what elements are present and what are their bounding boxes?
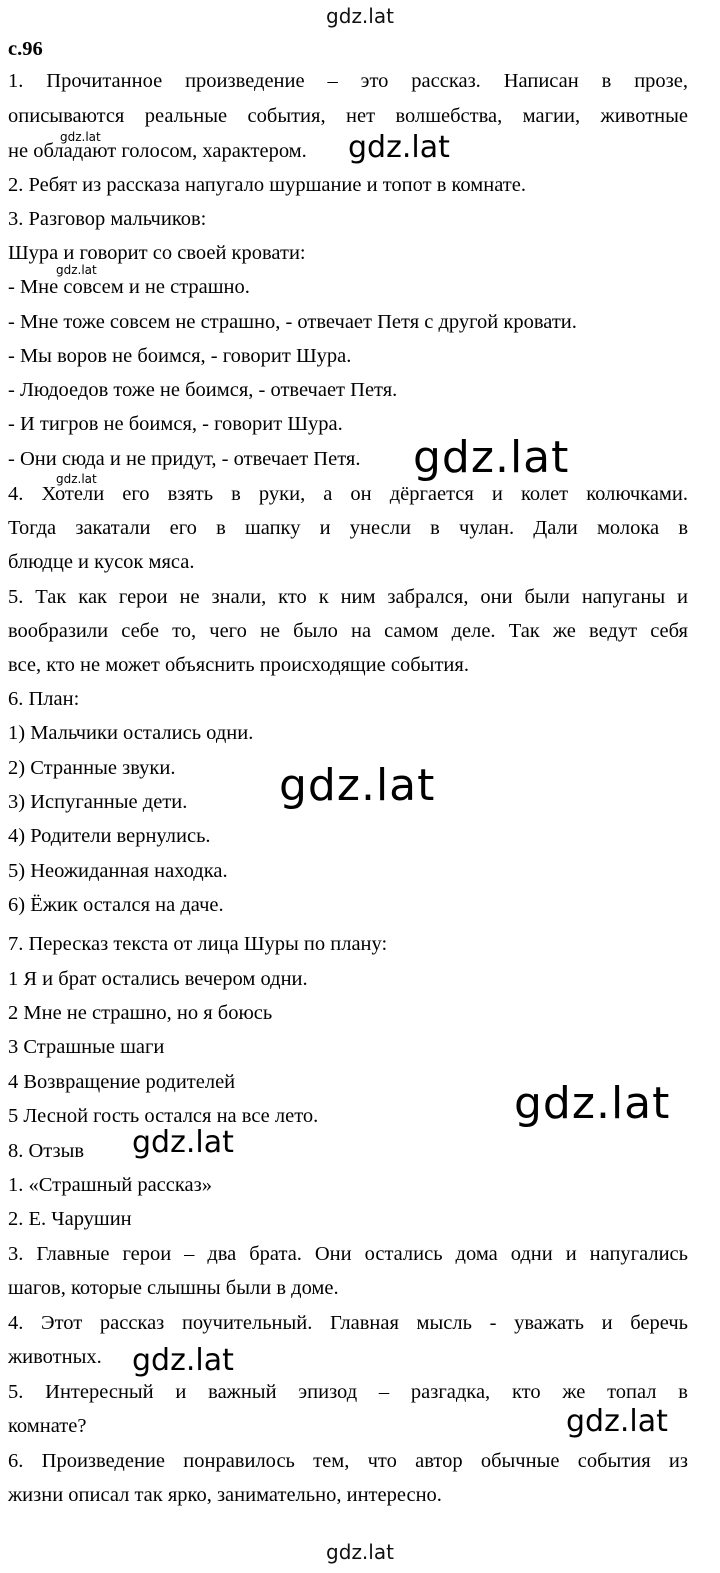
review-item: 3. Главные герои – два брата. Они остались дома одни и напугались (8, 1243, 688, 1265)
plan-item: 4 Возвращение родителей (8, 1071, 236, 1093)
review-item: 1. «Страшный рассказ» (8, 1174, 212, 1196)
watermark-small: gdz.lat (56, 263, 97, 277)
watermark-mid: gdz.lat (348, 130, 450, 165)
footer-watermark: gdz.lat (326, 1540, 394, 1564)
text-line: не обладают голосом, характером. (8, 140, 307, 162)
text-line: - И тигров не боимся, - говорит Шура. (8, 413, 343, 435)
text-line: 2. Ребят из рассказа напугало шуршание и топот в комнате. (8, 174, 526, 196)
text-line: комнате? (8, 1415, 87, 1437)
text-line: все, кто не может объяснить происходящие события. (8, 654, 469, 676)
text-line: 8. Отзыв (8, 1140, 85, 1162)
text-line: описываются реальные события, нет волшебства, магии, животные (8, 105, 688, 127)
text-line: жизни описал так ярко, занимательно, интересно. (8, 1484, 442, 1506)
plan-item: 5) Неожиданная находка. (8, 860, 228, 882)
watermark-mid: gdz.lat (132, 1125, 234, 1160)
text-line: вообразили себе то, чего не было на самом деле. Так же ведут себя (8, 620, 688, 642)
text-line: - Мне тоже совсем не страшно, - отвечает Петя с другой кровати. (8, 311, 577, 333)
text-line: 6. План: (8, 688, 80, 710)
text-line: 5. Так как герои не знали, кто к ним забрался, они были напуганы и (8, 586, 688, 608)
plan-item: 6) Ёжик остался на даче. (8, 894, 224, 916)
plan-item: 3 Страшные шаги (8, 1036, 165, 1058)
plan-item: 4) Родители вернулись. (8, 825, 211, 847)
text-line: шагов, которые слышны были в доме. (8, 1277, 339, 1299)
text-line: - Мне совсем и не страшно. (8, 276, 250, 298)
text-line: блюдце и кусок мяса. (8, 551, 195, 573)
plan-item: 2 Мне не страшно, но я боюсь (8, 1002, 273, 1024)
plan-item: 3) Испуганные дети. (8, 791, 188, 813)
watermark-small: gdz.lat (56, 472, 97, 486)
text-line: - Мы воров не боимся, - говорит Шура. (8, 345, 352, 367)
plan-item: 2) Странные звуки. (8, 757, 176, 779)
text-line: Шура и говорит со своей кровати: (8, 242, 306, 264)
text-line: 7. Пересказ текста от лица Шуры по плану: (8, 933, 388, 955)
watermark-small: gdz.lat (60, 130, 101, 144)
page-label: с.96 (8, 38, 43, 60)
header-watermark: gdz.lat (326, 4, 394, 28)
text-line: - Людоедов тоже не боимся, - отвечает Петя. (8, 379, 398, 401)
text-line: 4. Хотели его взять в руки, а он дёргается и колет колючками. (8, 483, 688, 505)
review-item: 6. Произведение понравилось тем, что автор обычные события из (8, 1450, 688, 1472)
watermark-mid: gdz.lat (566, 1404, 668, 1439)
text-line: Тогда закатали его в шапку и унесли в чулан. Дали молока в (8, 517, 688, 539)
text-line: животных. (8, 1346, 102, 1368)
text-line: 3. Разговор мальчиков: (8, 208, 207, 230)
review-item: 5. Интересный и важный эпизод – разгадка, кто же топал в (8, 1381, 688, 1403)
plan-item: 1) Мальчики остались одни. (8, 722, 254, 744)
review-item: 2. Е. Чарушин (8, 1208, 132, 1230)
review-item: 4. Этот рассказ поучительный. Главная мысль - уважать и беречь (8, 1312, 688, 1334)
plan-item: 5 Лесной гость остался на все лето. (8, 1105, 319, 1127)
watermark-big: gdz.lat (413, 432, 570, 483)
watermark-big: gdz.lat (514, 1078, 671, 1129)
text-line: 1. Прочитанное произведение – это рассказ. Написан в прозе, (8, 70, 688, 92)
plan-item: 1 Я и брат остались вечером одни. (8, 968, 308, 990)
watermark-mid: gdz.lat (132, 1343, 234, 1378)
text-line: - Они сюда и не придут, - отвечает Петя. (8, 448, 361, 470)
watermark-big: gdz.lat (279, 760, 436, 811)
